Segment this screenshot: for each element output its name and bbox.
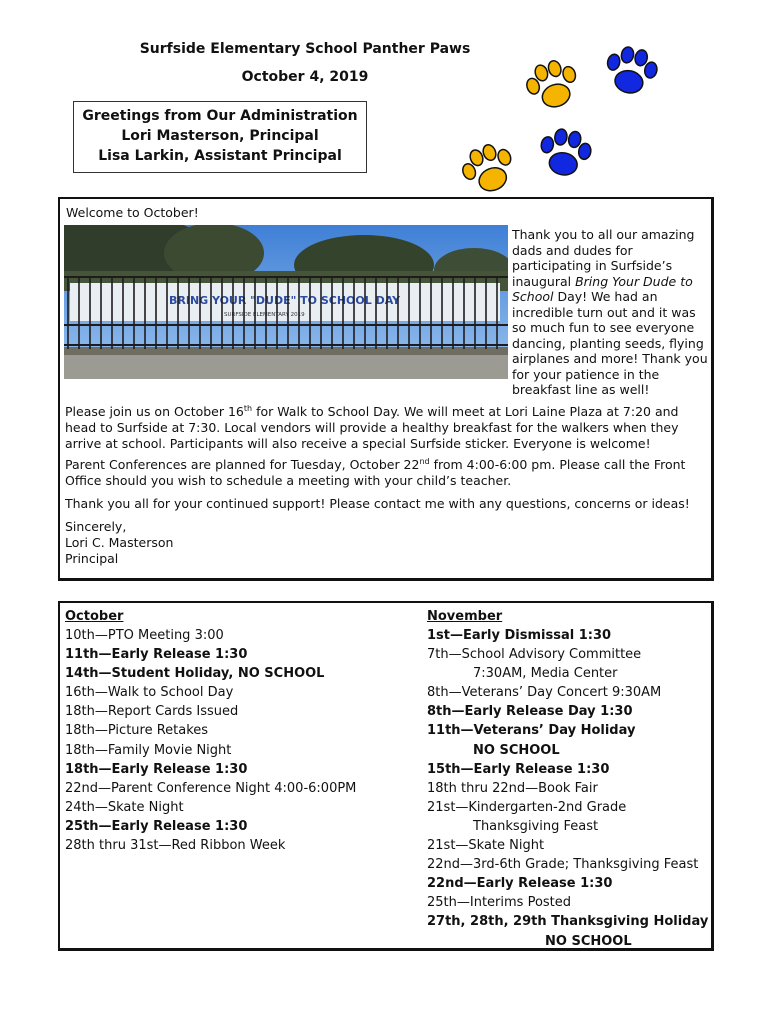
event-item: 10th—PTO Meeting 3:00	[65, 628, 224, 643]
event-item: 1st—Early Dismissal 1:30	[427, 628, 612, 643]
banner-text: BRING YOUR "DUDE" TO SCHOOL DAY	[169, 294, 401, 307]
october-event-list	[65, 626, 356, 855]
thanks-text-start: Thank you to all our amazing dads and dudes for participating in Surfside’s inaugural	[512, 227, 695, 289]
event-item: 7:30AM, Media Center	[473, 666, 618, 682]
event-item: 18th—Family Movie Night	[65, 742, 232, 758]
p1-end: for Walk to School Day. We will meet at Lori Laine Plaza at 7:20 and head to Surfside at 7:30. Local vendors will provide a healthy breakfast for the walkers when they arrive at school. Participants will also receive a special Surfside sticker. Everyone is welcome!	[65, 404, 679, 451]
blue-paw-icon	[534, 126, 596, 182]
signer-name: Lori C. Masterson	[65, 535, 174, 550]
p2-end: from 4:00-6:00 pm. Please call the Front Office should you wish to schedule a meeting with your child’s teacher.	[65, 457, 686, 488]
event-item: 25th—Early Release 1:30	[65, 818, 248, 834]
letter-greeting: Welcome to October!	[66, 205, 199, 220]
gold-paw-icon	[522, 58, 584, 114]
event-item: 11th—Early Release 1:30	[65, 647, 248, 663]
event-item: NO SCHOOL	[545, 933, 632, 949]
event-item: 11th—Veterans’ Day Holiday	[427, 723, 636, 739]
event-item: 21st—Skate Night	[427, 838, 545, 854]
event-item: 18th thru 22nd—Book Fair	[427, 780, 598, 796]
p2-sup: nd	[419, 456, 430, 466]
event-photo	[64, 225, 508, 379]
gold-paw-icon	[458, 142, 520, 198]
event-item: 18th—Report Cards Issued	[65, 704, 239, 720]
event-item: 8th—Early Release Day 1:30	[427, 704, 633, 720]
event-item: 21st—Kindergarten-2nd Grade	[427, 799, 627, 815]
administration-box	[73, 101, 367, 173]
event-item: 18th—Early Release 1:30	[65, 761, 248, 777]
signer-title: Principal	[65, 551, 119, 566]
event-item: 28th thru 31st—Red Ribbon Week	[65, 838, 286, 854]
admin-greeting: Greetings from Our Administration	[82, 108, 358, 124]
blue-paw-icon	[600, 44, 662, 100]
event-item: 18th—Picture Retakes	[65, 723, 209, 739]
event-item: 14th—Student Holiday, NO SCHOOL	[65, 666, 325, 682]
october-heading: October	[65, 609, 124, 624]
event-item: 16th—Walk to School Day	[65, 685, 234, 701]
admin-principal: Lori Masterson, Principal	[121, 128, 319, 144]
event-item: 22nd—3rd-6th Grade; Thanksgiving Feast	[427, 857, 699, 873]
event-item: 24th—Skate Night	[65, 799, 184, 815]
event-item: 22nd—Parent Conference Night 4:00-6:00PM	[65, 780, 357, 796]
newsletter-title: Surfside Elementary School Panther Paws	[139, 41, 471, 57]
sign-off: Sincerely,	[65, 519, 127, 534]
november-event-list	[427, 626, 708, 951]
event-item: 25th—Interims Posted	[427, 895, 572, 911]
conference-paragraph	[65, 457, 709, 489]
p1-sup: th	[243, 403, 253, 413]
event-item: 15th—Early Release 1:30	[427, 761, 610, 777]
thank-you-paragraph: Thank you all for your continued support! Please contact me with any questions, concerns or ideas!	[65, 496, 690, 511]
signature	[65, 519, 709, 567]
p1-start: Please join us on October 16	[65, 404, 244, 419]
events-calendar	[58, 601, 714, 951]
walk-to-school-paragraph	[65, 404, 709, 452]
event-item: 22nd—Early Release 1:30	[427, 876, 613, 892]
thanks-text-end: Day! We had an incredible turn out and it was so much fun to see everyone dancing, planting seeds, flying airplanes and more! Thank you for your patience in the breakfast line as well!	[512, 289, 708, 397]
november-heading: November	[427, 609, 503, 624]
event-item: 27th, 28th, 29th Thanksgiving Holiday	[427, 914, 709, 930]
event-item: NO SCHOOL	[473, 742, 560, 758]
event-item: Thanksgiving Feast	[473, 818, 599, 834]
banner-subtext: SURFSIDE ELEMENTARY 2019	[224, 312, 305, 318]
event-item: 7th—School Advisory Committee	[427, 647, 642, 663]
dude-day-thanks	[512, 227, 708, 398]
october-events	[65, 607, 356, 855]
p2-start: Parent Conferences are planned for Tuesday, October 22	[65, 457, 420, 472]
principal-letter	[58, 197, 714, 581]
event-item: 8th—Veterans’ Day Concert 9:30AM	[427, 685, 662, 701]
newsletter-date: October 4, 2019	[241, 69, 369, 85]
thanks-event-name: Bring Your Dude to School	[512, 273, 693, 304]
november-events	[427, 607, 708, 951]
admin-assistant-principal: Lisa Larkin, Assistant Principal	[98, 148, 342, 164]
